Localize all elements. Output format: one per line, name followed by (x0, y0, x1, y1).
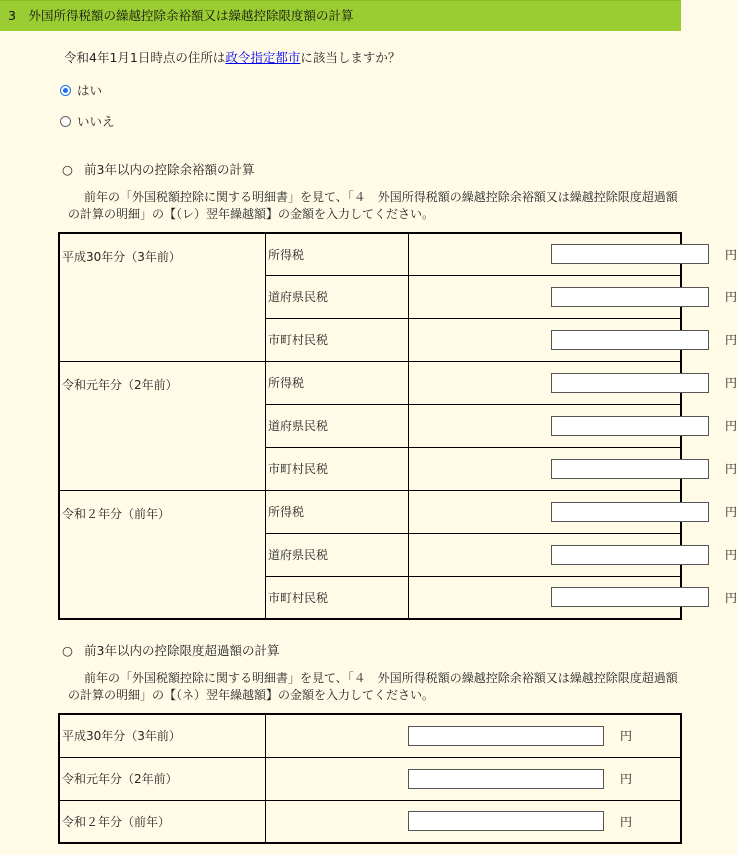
amount-input[interactable] (551, 587, 709, 607)
question-suffix: に該当しますか？ (300, 50, 401, 65)
yen-unit: 円 (620, 729, 633, 744)
section2-title-text: 前3年以内の控除限度超過額の計算 (84, 643, 280, 658)
question-prefix: 令和4年1月1日時点の住所は (64, 50, 226, 65)
section1-marker: ○ (62, 162, 73, 177)
year-label: 平成30年分（3年前） (59, 233, 266, 361)
tax-type-label: 道府県民税 (266, 275, 409, 318)
yen-unit: 円 (725, 333, 737, 347)
table-row (59, 757, 681, 800)
amount-cell (409, 490, 737, 533)
year-label: 令和２年分（前年） (59, 490, 266, 619)
yen-unit: 円 (725, 590, 737, 605)
amount-cell (409, 318, 737, 361)
year-label: 令和元年分（2年前） (59, 361, 266, 490)
amount-cell (266, 800, 682, 843)
yen-unit: 円 (725, 376, 737, 390)
amount-cell (409, 233, 737, 275)
amount-input[interactable] (551, 330, 709, 350)
radio-yes[interactable] (60, 85, 71, 96)
amount-input[interactable] (551, 416, 709, 436)
section1-title-text: 前3年以内の控除余裕額の計算 (84, 162, 255, 177)
table-row (59, 800, 681, 843)
yen-unit: 円 (620, 772, 633, 786)
section2-title (62, 641, 279, 659)
tax-type-label: 所得税 (266, 233, 409, 275)
amount-cell (266, 714, 682, 757)
amount-cell (409, 576, 737, 619)
section2-marker: ○ (62, 643, 73, 658)
section1-description: 前年の「外国税額控除に関する明細書」を見て、「４ 外国所得税額の繰越控除余裕額又は繰越控除限度超過額の計算の明細」の【（レ）翌年繰越額】の金額を入力してください。 (68, 190, 678, 221)
amount-input[interactable] (551, 373, 709, 393)
option-yes-label: はい (77, 83, 103, 98)
year-label: 令和２年分（前年） (59, 800, 266, 843)
tax-type-label: 道府県民税 (266, 404, 409, 447)
table-row (59, 361, 681, 404)
amount-input[interactable] (551, 244, 709, 264)
tax-type-label: 所得税 (266, 490, 409, 533)
amount-cell (409, 275, 737, 318)
tax-type-label: 所得税 (266, 361, 409, 404)
limit-excess-table (58, 713, 682, 844)
amount-input[interactable] (551, 502, 709, 522)
yen-unit: 円 (620, 814, 633, 829)
yen-unit: 円 (725, 419, 737, 433)
amount-input[interactable] (551, 545, 709, 565)
tax-type-label: 市町村民税 (266, 318, 409, 361)
year-label: 平成30年分（3年前） (59, 714, 266, 757)
yen-unit: 円 (725, 505, 737, 519)
section1-title (62, 160, 254, 178)
amount-input[interactable] (551, 459, 709, 479)
option-no-label: いいえ (77, 114, 115, 129)
tax-type-label: 市町村民税 (266, 447, 409, 490)
tax-type-label: 道府県民税 (266, 533, 409, 576)
year-label: 令和元年分（2年前） (59, 757, 266, 800)
amount-input[interactable] (551, 287, 709, 307)
section-header: 3 外国所得税額の繰越控除余裕額又は繰越控除限度額の計算 (0, 0, 681, 31)
yen-unit: 円 (725, 462, 737, 476)
residence-question (64, 48, 400, 66)
section2-description: 前年の「外国税額控除に関する明細書」を見て、「４ 外国所得税額の繰越控除余裕額又は繰越控除限度超過額の計算の明細」の【（ネ）翌年繰越額】の金額を入力してください。 (68, 671, 678, 702)
amount-input[interactable] (408, 726, 604, 746)
option-yes[interactable] (60, 81, 102, 99)
amount-input[interactable] (408, 811, 604, 831)
designated-city-link[interactable]: 政令指定都市 (225, 50, 301, 65)
amount-input[interactable] (408, 769, 604, 789)
tax-type-label: 市町村民税 (266, 576, 409, 619)
option-no[interactable] (60, 112, 115, 130)
amount-cell (409, 533, 737, 576)
table-row (59, 233, 681, 275)
table-row (59, 490, 681, 533)
radio-no[interactable] (60, 116, 71, 127)
amount-cell (409, 404, 737, 447)
carryover-margin-table (58, 232, 737, 620)
amount-cell (409, 361, 737, 404)
amount-cell (266, 757, 682, 800)
table-row (59, 714, 681, 757)
amount-cell (409, 447, 737, 490)
yen-unit: 円 (725, 548, 737, 562)
yen-unit: 円 (725, 290, 737, 304)
yen-unit: 円 (725, 247, 737, 262)
